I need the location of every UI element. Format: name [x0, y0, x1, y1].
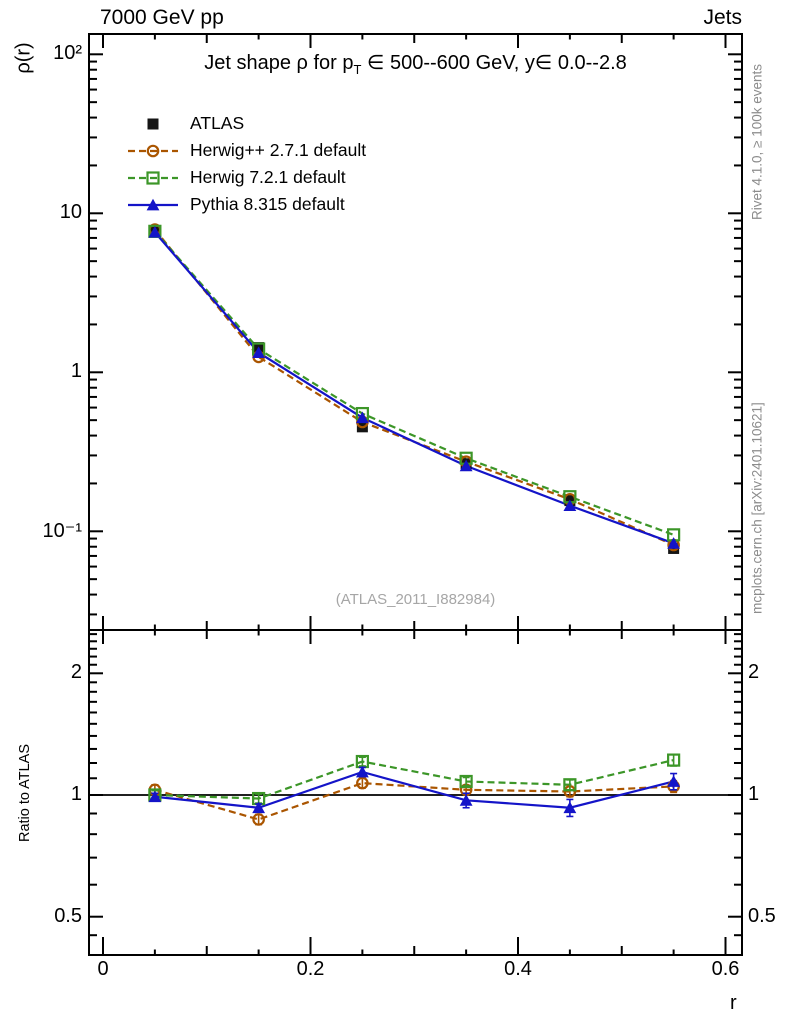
plot-title-pre: Jet shape ρ for p — [204, 52, 354, 74]
plot-title-post: ∈ 500--600 GeV, y∈ 0.0--2.8 — [361, 52, 627, 74]
main-y-axis-label: ρ(r) — [12, 42, 35, 74]
main-y-tick-10⁻¹: 10⁻¹ — [42, 520, 82, 543]
legend-item-herwig-2-7-1-default — [126, 137, 366, 164]
ratio-y-tick-right-1: 1 — [748, 783, 760, 806]
ratio-y-tick-left-0.5: 0.5 — [54, 904, 82, 927]
analysis-watermark: (ATLAS_2011_I882984) — [335, 591, 496, 608]
legend-marker-filled-triangle — [126, 195, 180, 215]
series-markers-herwig-7-2-1-default — [149, 226, 679, 804]
plot-title-sub: T — [353, 62, 362, 77]
series-markers-atlas — [149, 226, 679, 554]
series-line-main — [155, 232, 674, 543]
beam-label: 7000 GeV pp — [100, 6, 224, 29]
x-tick-0.4: 0.4 — [504, 958, 532, 980]
legend-label: Pythia 8.315 default — [190, 194, 345, 214]
main-y-tick-1: 1 — [70, 360, 82, 383]
ratio-y-tick-left-2: 2 — [70, 661, 82, 684]
series-line-ratio — [155, 760, 674, 798]
legend-item-atlas — [126, 110, 366, 137]
legend-item-herwig-7-2-1-default — [126, 164, 366, 191]
ratio-y-tick-right-0.5: 0.5 — [748, 904, 776, 927]
plot-title — [89, 50, 742, 77]
main-y-tick-10²: 10² — [53, 42, 82, 65]
legend-label: Herwig++ 2.7.1 default — [190, 140, 367, 160]
legend-label: Herwig 7.2.1 default — [190, 167, 346, 187]
ratio-y-tick-left-1: 1 — [70, 783, 82, 806]
x-axis-label: r — [730, 992, 737, 1014]
legend-marker-open-square — [126, 168, 180, 188]
ratio-y-tick-right-2: 2 — [748, 661, 760, 684]
x-tick-0: 0 — [97, 958, 109, 980]
series-line-main — [155, 231, 674, 534]
series-line-main — [155, 230, 674, 545]
legend-item-pythia-8-315-default — [126, 191, 366, 218]
mcplots-arxiv-note: mcplots.cern.ch [arXiv:2401.10621] — [749, 402, 765, 614]
legend — [126, 110, 366, 218]
rivet-version-note: Rivet 4.1.0, ≥ 100k events — [749, 64, 765, 220]
x-tick-0.6: 0.6 — [711, 958, 740, 980]
legend-marker-filled-square — [126, 114, 180, 134]
x-tick-0.2: 0.2 — [296, 958, 325, 980]
main-y-tick-10: 10 — [59, 201, 82, 224]
ratio-y-axis-label: Ratio to ATLAS — [17, 743, 33, 843]
legend-marker-open-circle — [126, 141, 180, 161]
legend-label: ATLAS — [190, 113, 245, 133]
process-label: Jets — [703, 6, 742, 29]
